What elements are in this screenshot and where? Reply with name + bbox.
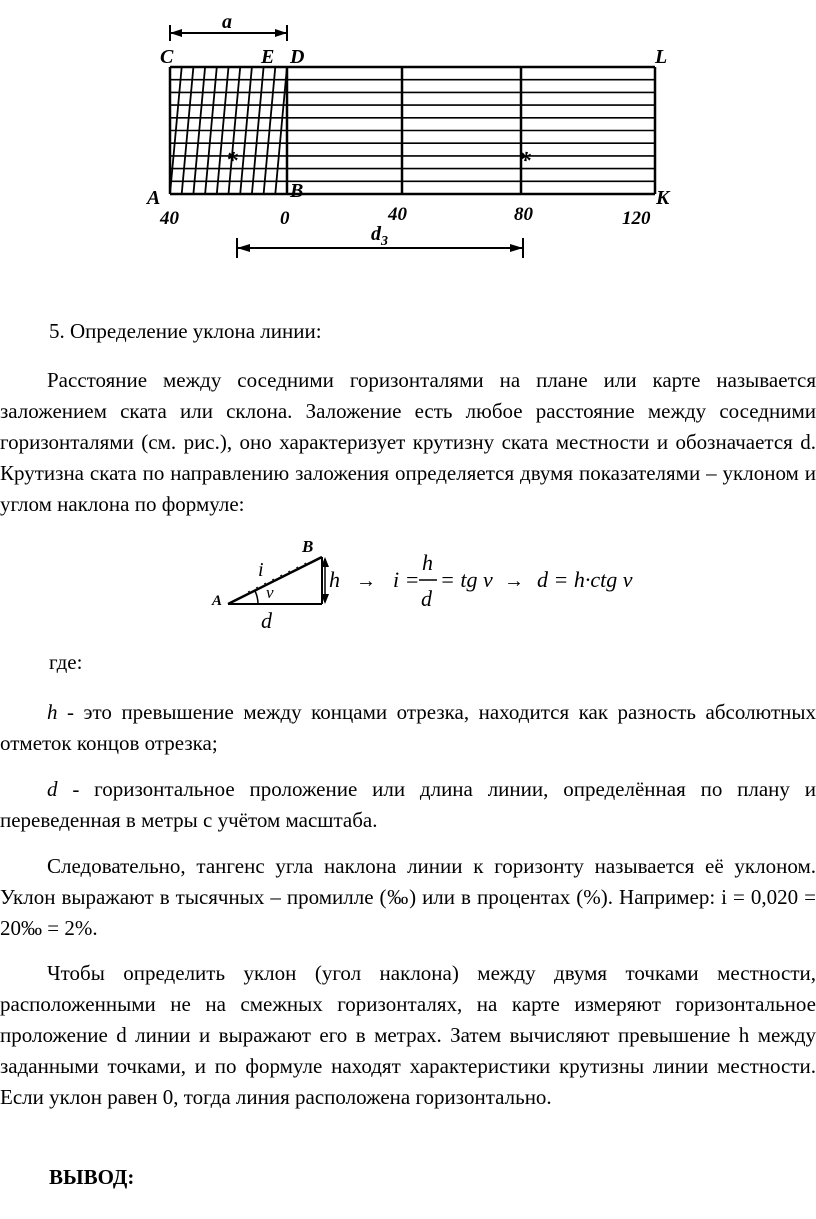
transversal-scale-figure [0, 0, 816, 280]
d-symbol: d [47, 777, 58, 801]
fraction-denominator: d [421, 586, 432, 611]
base-d-label: d [261, 608, 272, 633]
marker-left: * [226, 148, 238, 174]
angle-nu-label: ν [266, 583, 274, 602]
paragraph-slope: Следовательно, тангенс угла наклона линии к горизонту называется её уклоном. Уклон выражают в тысячных – промилле (‰) или в процентах (%). Например: i = 0,020 = 20‰ = 2%. [0, 854, 816, 940]
h-symbol: h [47, 700, 58, 724]
fraction-numerator: h [422, 550, 433, 575]
dimension-a-label: a [222, 11, 232, 33]
conclusion-heading: ВЫВОД: [49, 1165, 135, 1189]
paragraph-determine: Чтобы определить уклон (угол наклона) между двумя точками местности, расположенными не на смежных горизонталях, на карте измеряют горизонтальное проложение d линии и выражают его в метрах. Затем вычисляют превышение h между заданными точками, и по формуле находят характеристики крутизны линии местности. Если уклон равен 0, тогда линия расположена горизонтально. [0, 961, 816, 1109]
scale-label-40: 40 [388, 204, 407, 225]
equals-tg: = tg ν [440, 567, 493, 592]
corner-d-label: D [290, 46, 305, 68]
corner-a-label: A [147, 187, 161, 209]
paragraph-definition: Расстояние между соседними горизонталями на плане или карте называется заложением ската или склона. Заложение есть любое расстояние между соседними горизонталями (см. рис.), оно характеризует крутизну ската местности и обозначается d. Крутизна ската по направлению заложения определяется двумя показателями – уклоном и углом наклона по формуле: [0, 368, 816, 516]
corner-b-label: B [290, 180, 304, 202]
slope-formula-diagram [0, 530, 816, 640]
corner-l-label: L [655, 46, 668, 68]
slope-hypotenuse [228, 557, 322, 604]
scale-grid [170, 67, 655, 194]
dimension-d3-label: $d_3$ [371, 223, 388, 249]
point-b-label: B [302, 537, 314, 556]
slope-i-label: i [258, 559, 264, 581]
point-a-label: A [212, 593, 223, 609]
d-text: - горизонтальное проложение или длина линии, определённая по плану и переведенная в метры с учётом масштаба. [0, 777, 816, 832]
section-heading: 5. Определение уклона линии: [49, 319, 322, 343]
scale-label-0: 0 [280, 208, 290, 229]
height-h-label: h [329, 567, 340, 592]
h-text: - это превышение между концами отрезка, находится как разность абсолютных отметок концов отрезка; [0, 700, 816, 755]
d-definition [0, 774, 816, 836]
corner-k-label: K [656, 187, 670, 209]
corner-c-label: C [160, 46, 174, 68]
scale-label-80: 80 [514, 204, 533, 225]
arrow-1: → [356, 570, 376, 592]
i-equals: i = [393, 567, 420, 592]
h-definition [0, 697, 816, 759]
d-equals-formula: d = h·ctg ν [537, 567, 633, 592]
arrow-2: → [504, 570, 524, 592]
scale-label-120: 120 [622, 208, 651, 229]
marker-right: * [519, 148, 531, 174]
corner-e-label: E [261, 46, 275, 68]
scale-label-40-left: 40 [160, 208, 179, 229]
where-label: где: [49, 650, 83, 674]
